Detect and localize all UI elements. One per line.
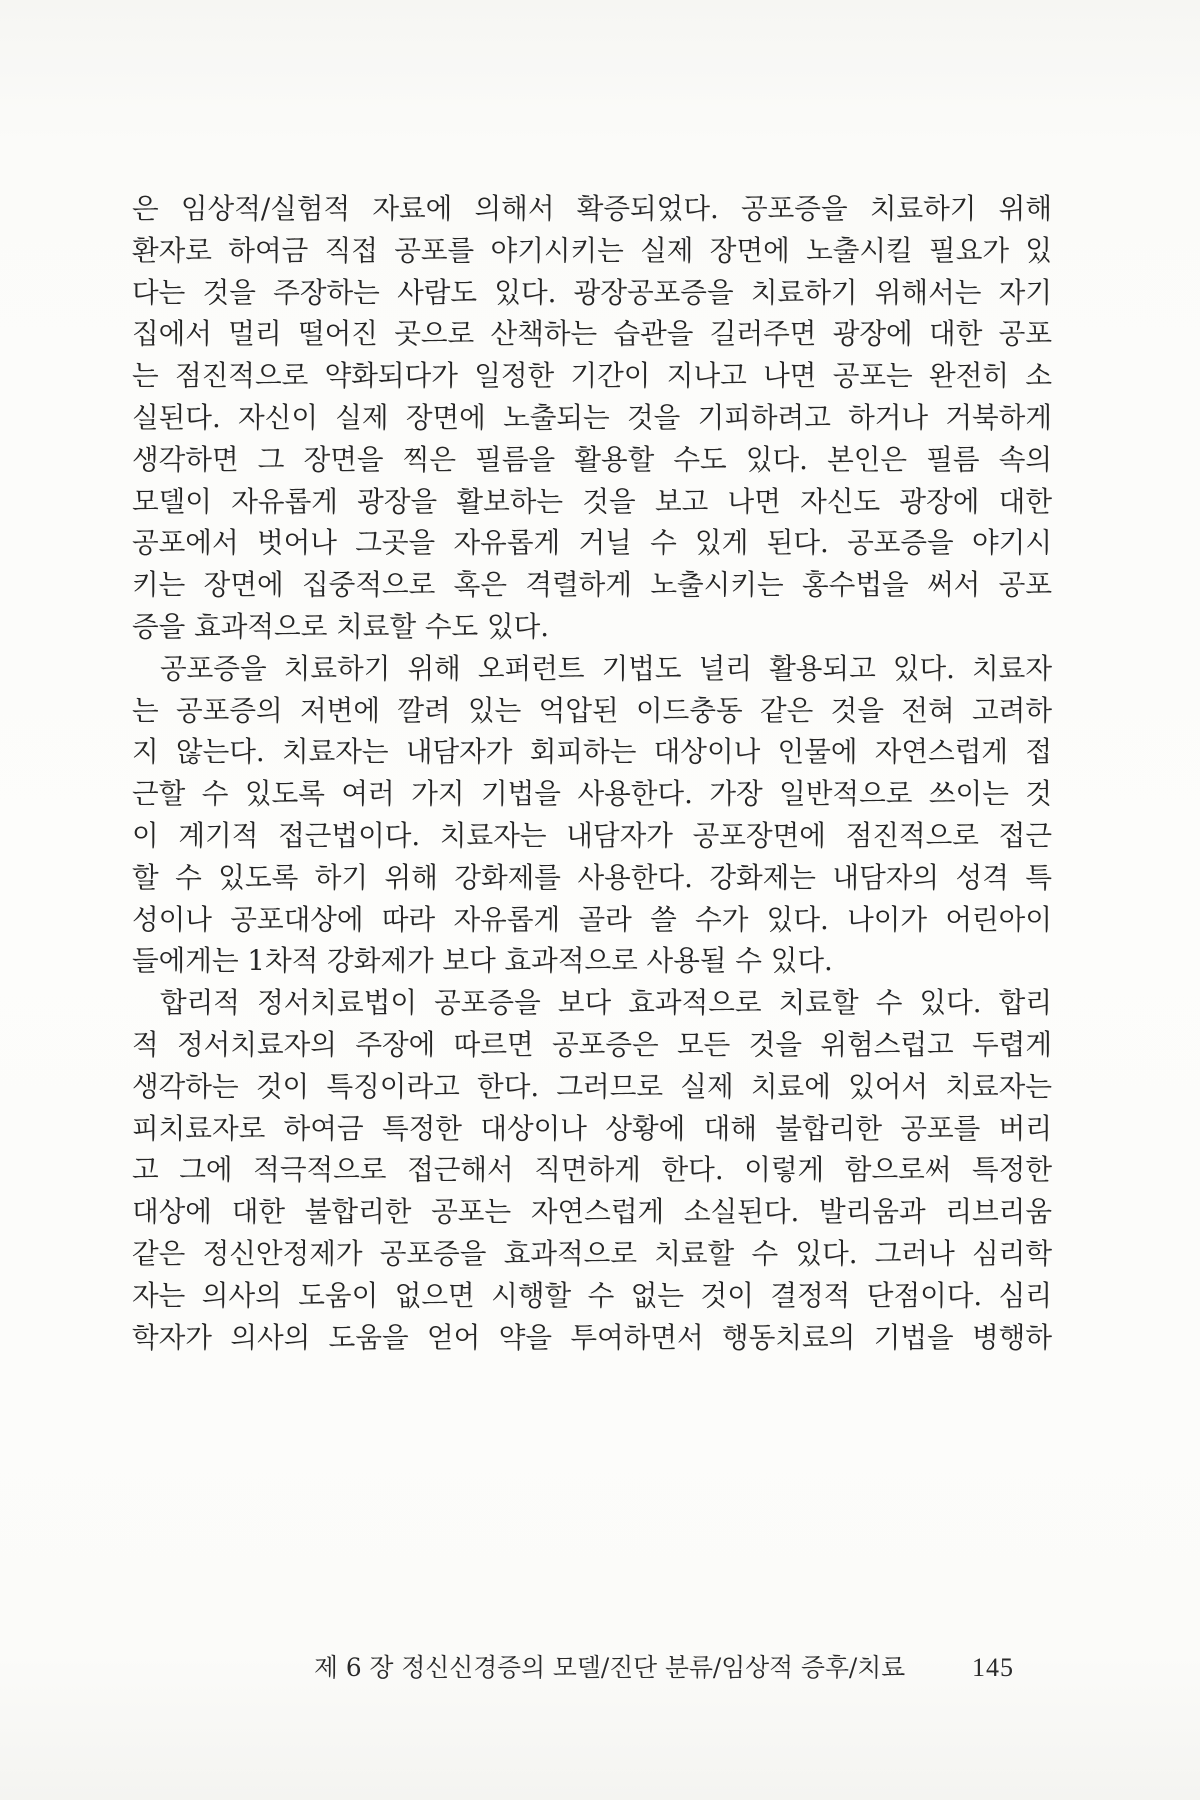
- text-line: 생각하면 그 장면을 찍은 필름을 활용할 수도 있다. 본인은 필름 속의: [132, 442, 1052, 476]
- running-footer: [314, 1648, 1014, 1688]
- paragraph-start-line: 합리적 정서치료법이 공포증을 보다 효과적으로 치료할 수 있다. 합리: [160, 986, 1052, 1020]
- text-line: 집에서 멀리 떨어진 곳으로 산책하는 습관을 길러주면 광장에 대한 공포: [132, 317, 1052, 351]
- text-line: 환자로 하여금 직접 공포를 야기시키는 실제 장면에 노출시킬 필요가 있: [132, 233, 1052, 267]
- text-line: 은 임상적/실험적 자료에 의해서 확증되었다. 공포증을 치료하기 위해: [132, 192, 1052, 225]
- paragraph-start-line: 공포증을 치료하기 위해 오퍼런트 기법도 널리 활용되고 있다. 치료자: [160, 651, 1052, 685]
- page-number: 145: [972, 1653, 1014, 1682]
- paragraph-end-line: 증을 효과적으로 치료할 수도 있다.: [132, 609, 550, 643]
- text-line: 공포에서 벗어나 그곳을 자유롭게 거닐 수 있게 된다. 공포증을 야기시: [132, 526, 1052, 560]
- text-line: 다는 것을 주장하는 사람도 있다. 광장공포증을 치료하기 위해서는 자기: [132, 275, 1052, 309]
- paragraph-end-line: 들에게는 1차적 강화제가 보다 효과적으로 사용될 수 있다.: [132, 944, 833, 978]
- text-line: 키는 장면에 집중적으로 혹은 격렬하게 노출시키는 홍수법을 써서 공포: [132, 568, 1052, 602]
- text-line: 적 정서치료자의 주장에 따르면 공포증은 모든 것을 위험스럽고 두렵게: [132, 1027, 1052, 1061]
- text-line: 모델이 자유롭게 광장을 활보하는 것을 보고 나면 자신도 광장에 대한: [132, 484, 1052, 518]
- text-line: 지 않는다. 치료자는 내담자가 회피하는 대상이나 인물에 자연스럽게 접: [132, 735, 1052, 769]
- text-line: 할 수 있도록 하기 위해 강화제를 사용한다. 강화제는 내담자의 성격 특: [132, 860, 1052, 894]
- text-line: 이 계기적 접근법이다. 치료자는 내담자가 공포장면에 점진적으로 접근: [132, 818, 1052, 852]
- text-line: 자는 의사의 도움이 없으면 시행할 수 없는 것이 결정적 단점이다. 심리: [132, 1278, 1052, 1312]
- text-line: 는 점진적으로 약화되다가 일정한 기간이 지나고 나면 공포는 완전히 소: [132, 359, 1052, 393]
- text-line: 학자가 의사의 도움을 얻어 약을 투여하면서 행동치료의 기법을 병행하: [132, 1320, 1052, 1354]
- text-line: 는 공포증의 저변에 깔려 있는 억압된 이드충동 같은 것을 전혀 고려하: [132, 693, 1052, 727]
- body-text: [132, 188, 1052, 1358]
- text-line: 실된다. 자신이 실제 장면에 노출되는 것을 기피하려고 하거나 거북하게: [132, 400, 1052, 434]
- text-line: 근할 수 있도록 여러 가지 기법을 사용한다. 가장 일반적으로 쓰이는 것: [132, 777, 1052, 811]
- text-line: 피치료자로 하여금 특정한 대상이나 상황에 대해 불합리한 공포를 버리: [132, 1111, 1052, 1145]
- running-title: 제 6 장 정신신경증의 모델/진단 분류/임상적 증후/치료: [314, 1653, 906, 1682]
- text-line: 대상에 대한 불합리한 공포는 자연스럽게 소실된다. 발리움과 리브리움: [132, 1195, 1052, 1229]
- text-line: 생각하는 것이 특징이라고 한다. 그러므로 실제 치료에 있어서 치료자는: [132, 1069, 1052, 1103]
- text-line: 성이나 공포대상에 따라 자유롭게 골라 쓸 수가 있다. 나이가 어린아이: [132, 902, 1052, 936]
- text-line: 고 그에 적극적으로 접근해서 직면하게 한다. 이렇게 함으로써 특정한: [132, 1153, 1052, 1187]
- text-line: 같은 정신안정제가 공포증을 효과적으로 치료할 수 있다. 그러나 심리학: [132, 1236, 1052, 1270]
